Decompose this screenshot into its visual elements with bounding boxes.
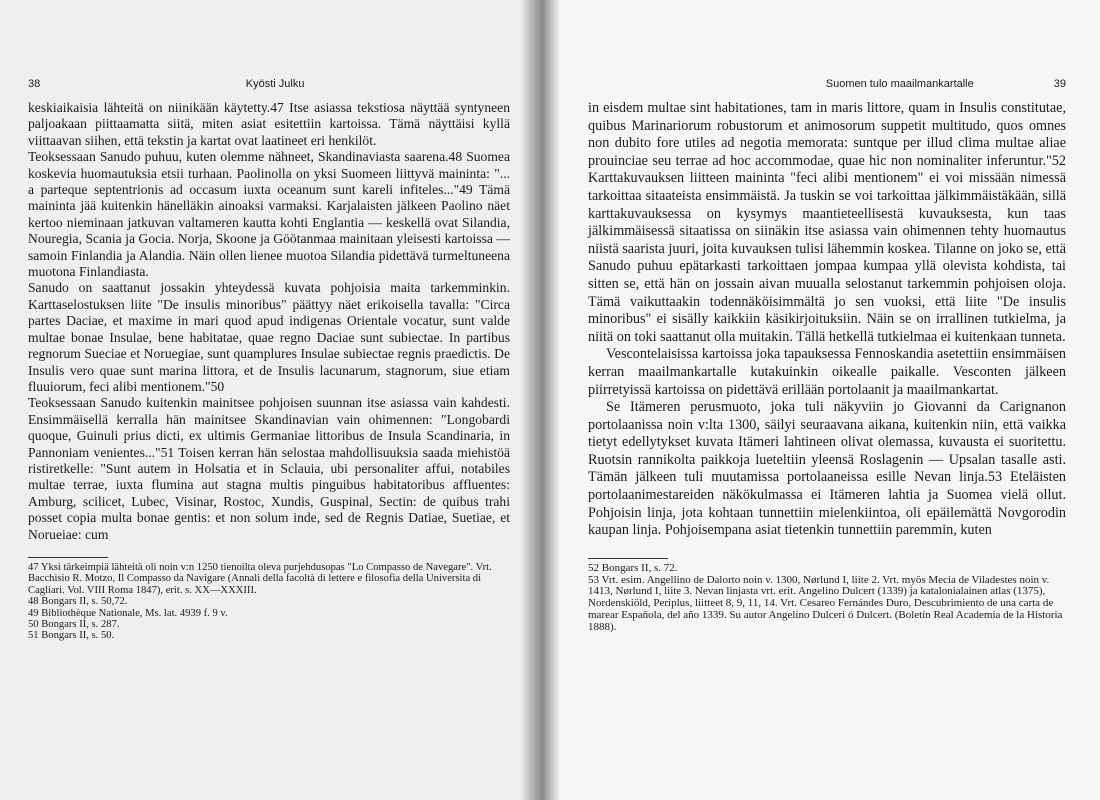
right-page-number: 39	[1053, 78, 1066, 90]
right-footnote-rule	[588, 558, 668, 559]
footnote-50: 50 Bongars II, s. 287.	[28, 619, 120, 630]
left-page-number: 38	[28, 78, 41, 90]
left-page-header	[28, 78, 510, 90]
footnote-48: 48 Bongars II, s. 50,72.	[28, 596, 128, 608]
footnote-47: 47 Yksi tärkeimpiä lähteitä oli noin v:n 1250 tienoilta oleva purjehdusopas "Lo Compasso de Navegare". Vrt. Bacchisio R. Motzo, Il Compasso da Navigare (Annali della facoltà di lettere e filosofia della Universita di Cagliari. Vol. VIII Roma 1847), erit. s. XX—XXXIII.	[28, 561, 492, 596]
left-paragraph-3: Sanudo on saattanut jossakin yhteydessä kuvata pohjoisia maita tarkemminkin. Karttaselostuksen liite "De insulis minoribus" päättyy näet erikoisella tavalla: "Circa partes Daciae, et maxime in mari quod apud indigenas Orientale vocatur, sunt valde multae bonae Insulae, bene habitatae, quae regno Daciae sunt subiectae. In partibus regnorum Sueciae et Noruegiae, sunt quamplures Insulae subiectae regnis praedictis. De Insulis vero quae sunt marina littora, et de Insulis lacunarum, stagnorum, siue etiam fluuiorum, feci alibi mentionem."50	[28, 280, 510, 394]
right-paragraph-1: in eisdem multae sint habitationes, tam in maris littore, quam in Insulis constitutae, quibus Marinariorum robustorum et animosorum suppetit multitudo, quos omnes non dubito fore utiles ad negotia memorata: suntque per illud clima multae aliae prouinciae seu terrae ad hoc accommodae, quae hic non nominaliter inferuntur."52 Karttakuvauksen liitteen maininta "feci alibi mentionem" ei voi missään nimessä tarkoittaa sitaateista ensimmäistä. Ja tuskin se voi tarkoittaa jälkimmäistäkään, sillä karttakuvauksessa on kysymys maantieteellisestä kuvauksesta, kun taas jälkimmäisessä sitaatissa on siinäkin itse asiassa vain ohimennen tehty huomautus niistä saarista juuri, joita kuvauksen tulisi lähemmin koskea. Tilanne on joko se, että Sanudo puhuu epätarkasti tarkoittaen jompaa kumpaa yllä olevista kohdista, tai sitten se, että hän on jossain aivan muualla selostanut tarkemmin pohjoisen oloja. Tämä vaikuttaakin todennäköisimmältä jo sen vuoksi, että liite "De insulis minoribus" ei sisälly kaikkiin käsikirjoituksiin. Näin se on irrallinen tutkielma, ja niitä on toki saattanut olla muitakin. Tällä hetkellä tutkielmaa ei kuitenkaan tunneta.	[588, 100, 1066, 345]
right-page	[538, 0, 1100, 800]
right-paragraph-3: Se Itämeren perusmuoto, joka tuli näkyviin jo Giovanni da Carignanon portolaanissa noin v:lta 1300, säilyi seuraavana aikana, kuitenkin niin, että vaikka tietyt edellytykset kuvata Itämeri lahtineen olivat olemassa, kuvausta ei suoritettu. Ruotsin rannikolta paikkoja lueteltiin yleensä Roslagenin — Upsalan tasalle asti. Tämän jälkeen tuli muutamissa portolaaneissa esille Nevan linja.53 Eteläisten portolaanimestareiden näkökulmassa ei Itämeren lahtia ja Suomea vielä ollut. Pohjoisin linja, jota kohtaan tunnettiin mielenkiintoa, oli epäilemättä Novgorodin kaupan linja. Pohjoisempana asiat tietenkin tunnettiin paremmin, kuten	[588, 399, 1066, 539]
footnote-51: 51 Bongars II, s. 50.	[28, 630, 115, 642]
right-page-header	[588, 78, 1066, 90]
right-footnotes	[588, 563, 1066, 634]
left-paragraph-4: Teoksessaan Sanudo kuitenkin mainitsee pohjoisen suunnan itse asiassa vain kahdesti. Ensimmäisellä kerralla hän mainitsee Skandinavian vain ohimennen: "Longobardi quoque, Guinuli prius dicti, ex ultimis Germaniae littoribus de Insula Scandinaria, in Pannoniam venientes..."51 Toisen kerran hän selostaa mahdollisuuksia saada miehistöä ristiretkelle: "Sunt autem in Holsatia et in Sclauia, ubi personaliter affui, notabiles multae terrae, iuxta flumina aut stagna multis pinguibus habitatoribus affluentes: Amburg, scilicet, Lubec, Visinar, Rostoc, Xundis, Guspinal, Sectin: de quibus trahi posset copia multa bonae gentis: et non solum inde, sed de Regnis Datiae, Suetiae, et Norueiae: cum	[28, 395, 510, 542]
footnote-53: 53 Vrt. esim. Angellino de Dalorto noin v. 1300, Nørlund I, liite 2. Vrt. myös Mecia de Viladestes noin v. 1413, Nørlund I, liite 3. Nevan linjasta vrt. erit. Angelino Dulcert (1339) ja katalonialainen atlas (1375), Nordenskiöld, Periplus, liitteet 8, 9, 11, 14. Vrt. Cesareo Fernándes Duro, Descubrimiento de una carta de marear Española, del año 1339. Su autor Angelino Dulceri ó Dulcert. (Boletín Real Academia de la Historia 1888).	[588, 573, 1063, 633]
left-page	[0, 0, 538, 800]
left-footnote-rule	[28, 557, 108, 558]
left-body-text	[28, 100, 510, 543]
right-running-head: Suomen tulo maailmankartalle	[825, 78, 974, 90]
footnote-52: 52 Bongars II, s. 72.	[588, 561, 678, 574]
left-footnotes	[28, 562, 510, 642]
right-paragraph-2: Vescontelaisissa kartoissa joka tapauksessa Fennoskandia asetettiin ensimmäisen kerran maailmankartalle kutakuinkin oikealle paikalle. Vesconten jälkeen piirretyissä kartoissa on pidettävä erillään portolaanit ja maailmankartat.	[588, 346, 1066, 398]
footnote-49: 49 Bibliothèque Nationale, Ms. lat. 4939 f. 9 v.	[28, 607, 228, 619]
right-body-text	[588, 100, 1066, 540]
left-running-head: Kyösti Julku	[245, 78, 305, 90]
left-paragraph-1: keskiaikaisia lähteitä on niinikään käytetty.47 Itse asiassa tekstiosa näyttää syntyneen paljoakaan piittaamatta siitä, miten asiat esitettiin kartoissa. Tämä näyttäisi kyllä viittaavan siihen, että tekstin ja kartat ovat laatineet eri henkilöt.	[28, 100, 510, 148]
left-paragraph-2: Teoksessaan Sanudo puhuu, kuten olemme nähneet, Skandinaviasta saarena.48 Suomea koskevia huomautuksia etsii turhaan. Paolinolla on yksi Suomeen liittyvä maininta: "... a parteque septentrionis ad occasum iuxta oceanum sunt kareli infiteles..."49 Tämä maininta jää kuitenkin hänelläkin ainoaksi varmaksi. Karjalaisten jälkeen Paolino näet kertoo nieminaan jatkuvan valtameren kautta kohti Englantia — keskellä ovat Silandia, Nouregia, Scania ja Gocia. Norja, Skoone ja Göötanmaa mainitaan yleisesti kartoissa — samoin Finlandia ja Alandia. Näin ollen lienee muotoa Silandia pidettävä turmeltuneena muotona Finlandiasta.	[28, 149, 510, 280]
